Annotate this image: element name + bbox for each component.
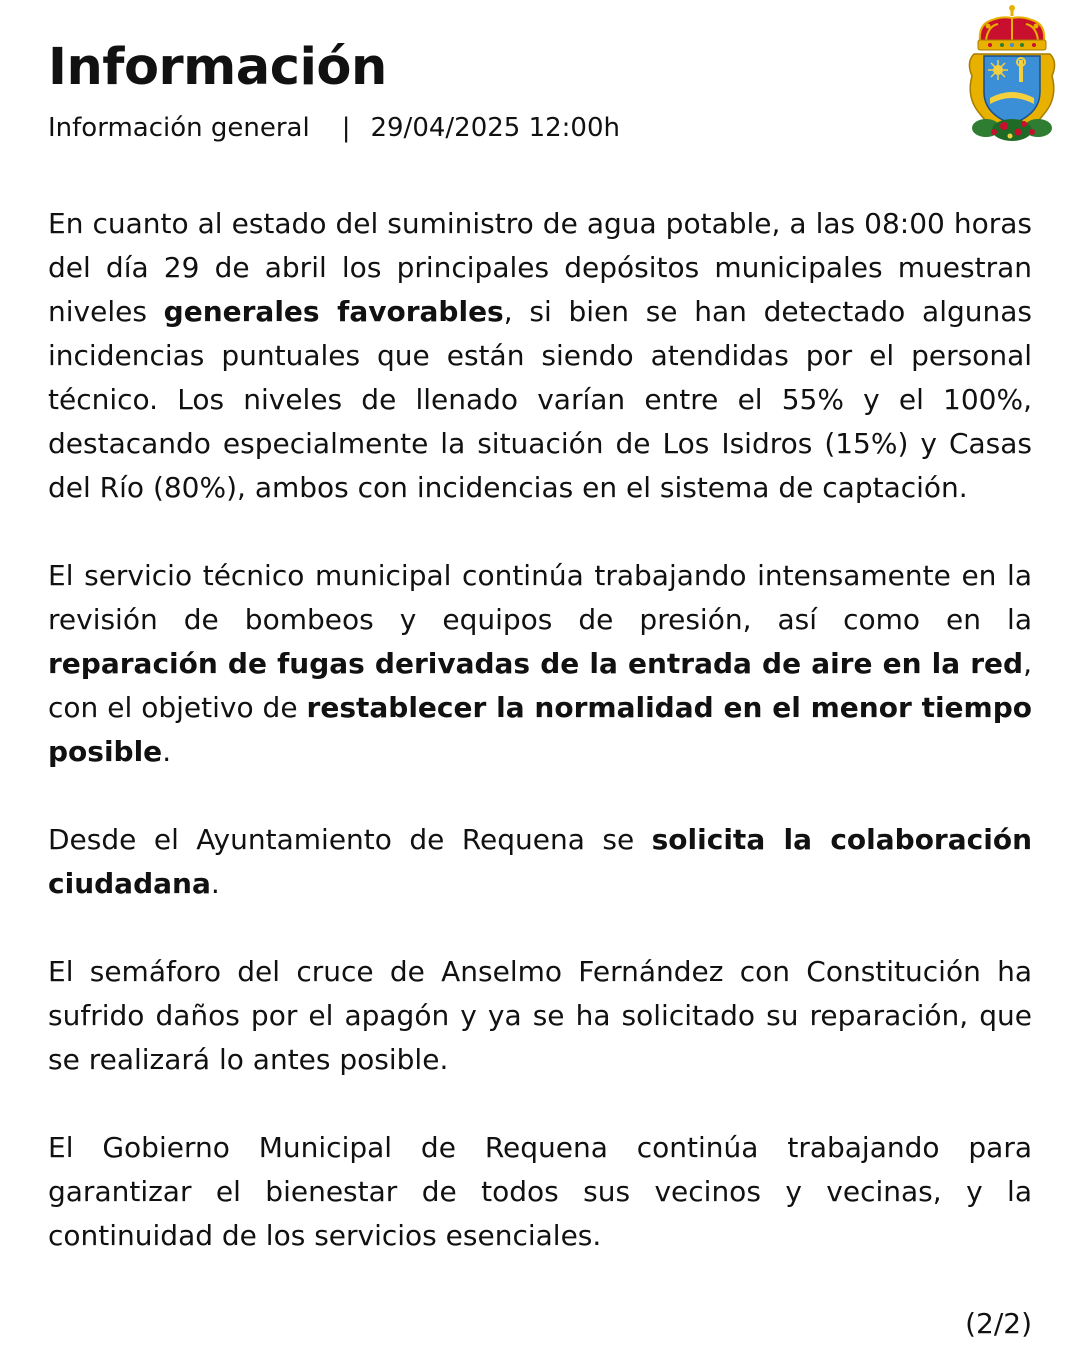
emphasis-collaboration: solicita la colaboración ciudadana: [48, 823, 1032, 900]
page-indicator: (2/2): [965, 1307, 1032, 1340]
paragraph-traffic-light: El semáforo del cruce de Anselmo Fernández con Constitución ha sufrido daños por el apagón y ya se ha solicitado su reparación, que se realizará lo antes posible.: [48, 955, 1032, 1076]
emphasis-favorable: generales favorables: [163, 295, 504, 328]
paragraph-government: El Gobierno Municipal de Requena continúa trabajando para garantizar el bienestar de todos sus vecinos y vecinas, y la continuidad de los servicios esenciales.: [48, 1131, 1032, 1252]
category-label: Información general: [48, 113, 310, 143]
paragraph-water-supply: En cuanto al estado del suministro de agua potable, a las 08:00 horas del día 29 de abril los principales depósitos municipales muestran niveles generales favorables, si bien se han detectado algunas incidencias puntuales que están siendo atendidas por el personal técnico. Los niveles de llenado varían entre el 55% y el 100%, destacando especialmente la situación de Los Isidros (15%) y Casas del Río (80%), ambos con incidencias en el sistema de captación.: [48, 207, 1032, 504]
paragraph-technical-service: El servicio técnico municipal continúa trabajando intensamente en la revisión de bombeos y equipos de presión, así como en la reparación de fugas derivadas de la entrada de aire en la red, con el objetivo de restablecer la normalidad en el menor tiempo posible.: [48, 559, 1033, 768]
subtitle-separator: |: [341, 113, 351, 143]
publish-datetime: 29/04/2025 12:00h: [370, 113, 620, 143]
emphasis-restore-normality: restablecer la normalidad en el menor tiempo posible: [48, 691, 1033, 768]
article-body: [48, 202, 1032, 1258]
crown-icon: [978, 5, 1046, 50]
foliage-icon: [972, 119, 1052, 141]
coat-of-arms-icon: [964, 2, 1060, 144]
paragraph-collaboration: Desde el Ayuntamiento de Requena se solicita la colaboración ciudadana.: [48, 823, 1032, 900]
page-title: Información: [48, 38, 387, 97]
emphasis-leak-repair: reparación de fugas derivadas de la entrada de aire en la red: [48, 647, 1024, 680]
subtitle: [48, 113, 620, 144]
